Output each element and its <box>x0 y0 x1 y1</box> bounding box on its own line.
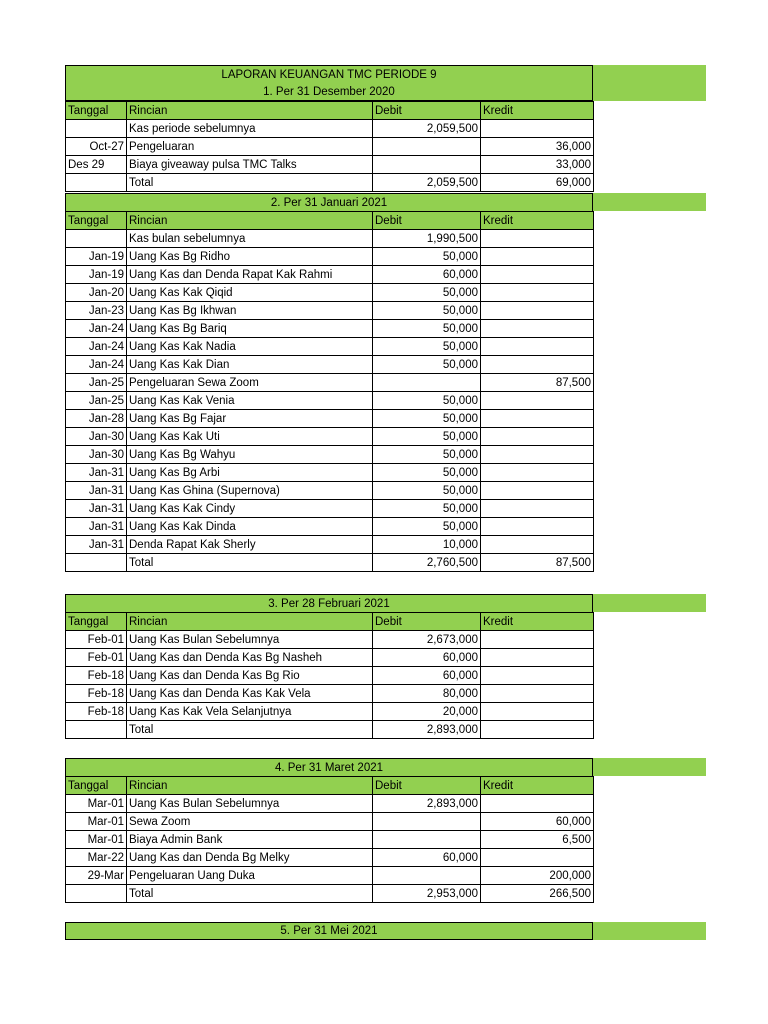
table-row <box>66 374 594 392</box>
table-row <box>66 230 594 248</box>
date-cell[interactable]: Jan-30 <box>66 428 127 446</box>
date-cell[interactable]: Mar-01 <box>66 831 127 849</box>
date-cell[interactable]: Mar-01 <box>66 795 127 813</box>
kredit-cell[interactable] <box>481 667 594 685</box>
kredit-cell[interactable] <box>481 230 594 248</box>
description-cell[interactable]: Uang Kas Bg Ikhwan <box>127 302 373 320</box>
date-cell[interactable]: Feb-01 <box>66 649 127 667</box>
description-cell[interactable]: Pengeluaran Sewa Zoom <box>127 374 373 392</box>
tanggal-header[interactable]: Tanggal <box>66 777 127 795</box>
debit-cell[interactable] <box>373 156 481 174</box>
total-debit[interactable]: 2,893,000 <box>373 721 481 739</box>
description-cell[interactable]: Uang Kas Bg Arbi <box>127 464 373 482</box>
total-row <box>66 885 594 903</box>
kredit-header[interactable]: Kredit <box>481 613 594 631</box>
description-cell[interactable]: Uang Kas Kak Vela Selanjutnya <box>127 703 373 721</box>
kredit-cell[interactable]: 6,500 <box>481 831 594 849</box>
total-kredit[interactable]: 87,500 <box>481 554 594 572</box>
date-cell[interactable]: Jan-31 <box>66 500 127 518</box>
total-debit[interactable]: 2,953,000 <box>373 885 481 903</box>
kredit-cell[interactable]: 87,500 <box>481 374 594 392</box>
date-cell[interactable]: Jan-31 <box>66 482 127 500</box>
kredit-header[interactable]: Kredit <box>481 777 594 795</box>
description-cell[interactable]: Biaya Admin Bank <box>127 831 373 849</box>
debit-cell[interactable]: 50,000 <box>373 392 481 410</box>
table-row <box>66 482 594 500</box>
date-cell[interactable]: Jan-28 <box>66 410 127 428</box>
debit-cell[interactable]: 60,000 <box>373 849 481 867</box>
table-row <box>66 631 594 649</box>
total-kredit[interactable]: 69,000 <box>481 174 594 192</box>
table-row <box>66 302 594 320</box>
description-cell[interactable]: Uang Kas Kak Venia <box>127 392 373 410</box>
description-cell[interactable]: Biaya giveaway pulsa TMC Talks <box>127 156 373 174</box>
total-date-cell[interactable] <box>66 721 127 739</box>
debit-header[interactable]: Debit <box>373 613 481 631</box>
debit-cell[interactable]: 2,673,000 <box>373 631 481 649</box>
total-row <box>66 721 594 739</box>
table-row <box>66 649 594 667</box>
kredit-cell[interactable] <box>481 338 594 356</box>
date-cell[interactable]: 29-Mar <box>66 867 127 885</box>
table-row <box>66 867 594 885</box>
date-cell[interactable]: Jan-31 <box>66 518 127 536</box>
table-row <box>66 685 594 703</box>
description-cell[interactable]: Pengeluaran <box>127 138 373 156</box>
total-date-cell[interactable] <box>66 174 127 192</box>
date-cell[interactable]: Jan-25 <box>66 392 127 410</box>
section-title: 2. Per 31 Januari 2021 <box>65 193 593 211</box>
total-row <box>66 554 594 572</box>
column-header-row <box>66 102 594 120</box>
date-cell[interactable]: Mar-22 <box>66 849 127 867</box>
kredit-cell[interactable] <box>481 849 594 867</box>
kredit-cell[interactable] <box>481 703 594 721</box>
table-row <box>66 849 594 867</box>
kredit-cell[interactable] <box>481 284 594 302</box>
debit-cell[interactable]: 60,000 <box>373 649 481 667</box>
kredit-cell[interactable] <box>481 536 594 554</box>
debit-header[interactable]: Debit <box>373 102 481 120</box>
total-row <box>66 174 594 192</box>
kredit-cell[interactable] <box>481 120 594 138</box>
kredit-cell[interactable] <box>481 320 594 338</box>
description-cell[interactable]: Uang Kas Bulan Sebelumnya <box>127 631 373 649</box>
kredit-cell[interactable] <box>481 248 594 266</box>
table-row <box>66 120 594 138</box>
description-cell[interactable]: Uang Kas dan Denda Rapat Kak Rahmi <box>127 266 373 284</box>
debit-cell[interactable]: 50,000 <box>373 500 481 518</box>
table-row <box>66 500 594 518</box>
column-header-row <box>66 212 594 230</box>
debit-cell[interactable]: 50,000 <box>373 302 481 320</box>
section-title: 3. Per 28 Februari 2021 <box>65 594 593 612</box>
date-cell[interactable]: Oct-27 <box>66 138 127 156</box>
table-row <box>66 248 594 266</box>
kredit-cell[interactable] <box>481 464 594 482</box>
debit-cell[interactable]: 2,893,000 <box>373 795 481 813</box>
debit-cell[interactable]: 10,000 <box>373 536 481 554</box>
description-cell[interactable]: Uang Kas dan Denda Kas Bg Nasheh <box>127 649 373 667</box>
kredit-cell[interactable] <box>481 266 594 284</box>
debit-cell[interactable]: 50,000 <box>373 482 481 500</box>
debit-header[interactable]: Debit <box>373 212 481 230</box>
kredit-cell[interactable] <box>481 500 594 518</box>
kredit-cell[interactable]: 60,000 <box>481 813 594 831</box>
date-cell[interactable]: Jan-24 <box>66 338 127 356</box>
kredit-cell[interactable] <box>481 482 594 500</box>
debit-cell[interactable]: 50,000 <box>373 446 481 464</box>
description-cell[interactable]: Uang Kas Ghina (Supernova) <box>127 482 373 500</box>
description-cell[interactable]: Uang Kas Kak Uti <box>127 428 373 446</box>
description-cell[interactable]: Uang Kas Kak Dinda <box>127 518 373 536</box>
kredit-cell[interactable]: 33,000 <box>481 156 594 174</box>
debit-cell[interactable]: 50,000 <box>373 356 481 374</box>
kredit-header[interactable]: Kredit <box>481 102 594 120</box>
table-row <box>66 813 594 831</box>
report-title: LAPORAN KEUANGAN TMC PERIODE 9 <box>65 65 593 83</box>
total-label[interactable]: Total <box>127 721 373 739</box>
table-row <box>66 284 594 302</box>
date-cell[interactable]: Feb-18 <box>66 703 127 721</box>
table-row <box>66 266 594 284</box>
section-title: 4. Per 31 Maret 2021 <box>65 758 593 776</box>
table-row <box>66 338 594 356</box>
date-cell[interactable]: Feb-18 <box>66 685 127 703</box>
rincian-header[interactable]: Rincian <box>127 102 373 120</box>
debit-cell[interactable]: 50,000 <box>373 518 481 536</box>
date-cell[interactable]: Jan-23 <box>66 302 127 320</box>
debit-cell[interactable]: 80,000 <box>373 685 481 703</box>
table-row <box>66 410 594 428</box>
date-cell[interactable]: Feb-01 <box>66 631 127 649</box>
debit-cell[interactable]: 50,000 <box>373 410 481 428</box>
table-row <box>66 156 594 174</box>
kredit-cell[interactable] <box>481 392 594 410</box>
description-cell[interactable]: Uang Kas Kak Nadia <box>127 338 373 356</box>
total-date-cell[interactable] <box>66 554 127 572</box>
description-cell[interactable]: Denda Rapat Kak Sherly <box>127 536 373 554</box>
kredit-cell[interactable] <box>481 631 594 649</box>
ledger-table-1 <box>65 101 594 192</box>
description-cell[interactable]: Uang Kas Bg Ridho <box>127 248 373 266</box>
table-row <box>66 320 594 338</box>
tanggal-header[interactable]: Tanggal <box>66 613 127 631</box>
kredit-cell[interactable] <box>481 446 594 464</box>
ledger-table-3 <box>65 612 594 739</box>
description-cell[interactable]: Kas periode sebelumnya <box>127 120 373 138</box>
kredit-cell[interactable] <box>481 518 594 536</box>
total-debit[interactable]: 2,059,500 <box>373 174 481 192</box>
description-cell[interactable]: Sewa Zoom <box>127 813 373 831</box>
date-cell[interactable]: Jan-30 <box>66 446 127 464</box>
section-title: 1. Per 31 Desember 2020 <box>65 83 593 101</box>
kredit-cell[interactable] <box>481 410 594 428</box>
ledger-table-4 <box>65 776 594 903</box>
rincian-header[interactable]: Rincian <box>127 212 373 230</box>
kredit-cell[interactable] <box>481 302 594 320</box>
description-cell[interactable]: Pengeluaran Uang Duka <box>127 867 373 885</box>
debit-cell[interactable]: 50,000 <box>373 248 481 266</box>
kredit-cell[interactable] <box>481 356 594 374</box>
debit-cell[interactable]: 20,000 <box>373 703 481 721</box>
debit-cell[interactable]: 60,000 <box>373 266 481 284</box>
date-cell[interactable]: Jan-19 <box>66 266 127 284</box>
debit-cell[interactable] <box>373 867 481 885</box>
date-cell[interactable]: Jan-20 <box>66 284 127 302</box>
table-row <box>66 428 594 446</box>
kredit-header[interactable]: Kredit <box>481 212 594 230</box>
description-cell[interactable]: Uang Kas Bg Bariq <box>127 320 373 338</box>
date-cell[interactable]: Jan-31 <box>66 464 127 482</box>
date-cell[interactable]: Jan-25 <box>66 374 127 392</box>
description-cell[interactable]: Uang Kas Bg Wahyu <box>127 446 373 464</box>
date-cell[interactable]: Jan-24 <box>66 320 127 338</box>
total-label[interactable]: Total <box>127 885 373 903</box>
total-label[interactable]: Total <box>127 554 373 572</box>
total-debit[interactable]: 2,760,500 <box>373 554 481 572</box>
table-row <box>66 795 594 813</box>
debit-cell[interactable]: 50,000 <box>373 338 481 356</box>
table-row <box>66 518 594 536</box>
total-label[interactable]: Total <box>127 174 373 192</box>
table-row <box>66 392 594 410</box>
date-cell[interactable]: Jan-31 <box>66 536 127 554</box>
debit-cell[interactable]: 2,059,500 <box>373 120 481 138</box>
description-cell[interactable]: Uang Kas dan Denda Kas Bg Rio <box>127 667 373 685</box>
debit-cell[interactable]: 50,000 <box>373 428 481 446</box>
debit-cell[interactable]: 50,000 <box>373 284 481 302</box>
debit-cell[interactable] <box>373 813 481 831</box>
total-kredit[interactable] <box>481 721 594 739</box>
debit-cell[interactable]: 50,000 <box>373 464 481 482</box>
tanggal-header[interactable]: Tanggal <box>66 212 127 230</box>
kredit-cell[interactable] <box>481 795 594 813</box>
description-cell[interactable]: Uang Kas dan Denda Bg Melky <box>127 849 373 867</box>
column-header-row <box>66 777 594 795</box>
debit-header[interactable]: Debit <box>373 777 481 795</box>
section-title: 5. Per 31 Mei 2021 <box>65 922 593 940</box>
date-cell[interactable] <box>66 230 127 248</box>
description-cell[interactable]: Kas bulan sebelumnya <box>127 230 373 248</box>
total-date-cell[interactable] <box>66 885 127 903</box>
date-cell[interactable]: Des 29 <box>66 156 127 174</box>
kredit-cell[interactable]: 36,000 <box>481 138 594 156</box>
description-cell[interactable]: Uang Kas Bulan Sebelumnya <box>127 795 373 813</box>
debit-cell[interactable] <box>373 138 481 156</box>
debit-cell[interactable]: 1,990,500 <box>373 230 481 248</box>
kredit-cell[interactable]: 200,000 <box>481 867 594 885</box>
table-row <box>66 667 594 685</box>
table-row <box>66 138 594 156</box>
description-cell[interactable]: Uang Kas Kak Dian <box>127 356 373 374</box>
table-row <box>66 446 594 464</box>
rincian-header[interactable]: Rincian <box>127 613 373 631</box>
kredit-cell[interactable] <box>481 428 594 446</box>
kredit-cell[interactable] <box>481 649 594 667</box>
description-cell[interactable]: Uang Kas Kak Cindy <box>127 500 373 518</box>
table-row <box>66 703 594 721</box>
tanggal-header[interactable]: Tanggal <box>66 102 127 120</box>
debit-cell[interactable]: 60,000 <box>373 667 481 685</box>
date-cell[interactable]: Jan-19 <box>66 248 127 266</box>
debit-cell[interactable] <box>373 831 481 849</box>
table-row <box>66 536 594 554</box>
kredit-cell[interactable] <box>481 685 594 703</box>
date-cell[interactable]: Feb-18 <box>66 667 127 685</box>
column-header-row <box>66 613 594 631</box>
ledger-table-2 <box>65 211 594 572</box>
table-row <box>66 831 594 849</box>
date-cell[interactable]: Jan-24 <box>66 356 127 374</box>
total-kredit[interactable]: 266,500 <box>481 885 594 903</box>
debit-cell[interactable]: 50,000 <box>373 320 481 338</box>
table-row <box>66 356 594 374</box>
description-cell[interactable]: Uang Kas dan Denda Kas Kak Vela <box>127 685 373 703</box>
rincian-header[interactable]: Rincian <box>127 777 373 795</box>
date-cell[interactable]: Mar-01 <box>66 813 127 831</box>
date-cell[interactable] <box>66 120 127 138</box>
description-cell[interactable]: Uang Kas Bg Fajar <box>127 410 373 428</box>
debit-cell[interactable] <box>373 374 481 392</box>
description-cell[interactable]: Uang Kas Kak Qiqid <box>127 284 373 302</box>
table-row <box>66 464 594 482</box>
